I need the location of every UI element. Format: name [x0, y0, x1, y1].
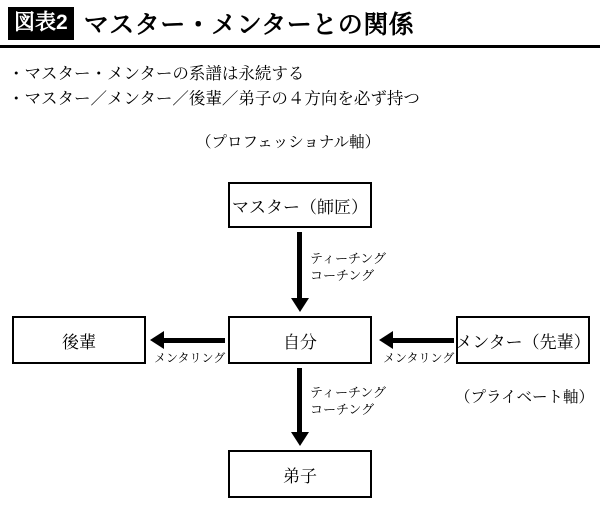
- arrow-mentor-to-self-line: [392, 338, 454, 343]
- node-mentor: メンター（先輩）: [456, 316, 590, 364]
- edge-label-master-to-self: [310, 250, 386, 284]
- edge-label-line1: ティーチング: [310, 385, 387, 400]
- figure-badge: 図表2: [8, 7, 74, 40]
- bullet-list: [8, 62, 592, 112]
- edge-label-self-to-kohai: メンタリング: [154, 351, 226, 365]
- bullet-item: ・マスター／メンター／後輩／弟子の４方向を必ず持つ: [8, 90, 420, 108]
- page-title: マスター・メンターとの関係: [83, 11, 415, 39]
- private-axis-caption: （プライベート軸）: [455, 389, 595, 406]
- edge-label-line2: コーチング: [310, 268, 375, 283]
- arrow-master-to-self-head: [291, 298, 309, 312]
- arrow-mentor-to-self-head: [379, 331, 393, 349]
- node-master: マスター（師匠）: [228, 182, 372, 228]
- edge-label-mentor-to-self: メンタリング: [383, 351, 455, 365]
- arrow-self-to-deshi-line: [297, 368, 302, 434]
- edge-label-line1: ティーチング: [310, 251, 387, 266]
- bullet-item: ・マスター・メンターの系譜は永続する: [8, 65, 305, 83]
- node-self: 自分: [228, 316, 372, 364]
- header: [0, 0, 600, 46]
- professional-axis-caption: （プロフェッショナル軸）: [196, 134, 381, 151]
- header-divider: [0, 45, 600, 48]
- node-kohai: 後輩: [12, 316, 146, 364]
- edge-label-self-to-deshi: [310, 384, 386, 418]
- node-deshi: 弟子: [228, 450, 372, 498]
- arrow-self-to-kohai-head: [150, 331, 164, 349]
- arrow-self-to-kohai-line: [163, 338, 225, 343]
- arrow-self-to-deshi-head: [291, 432, 309, 446]
- edge-label-line2: コーチング: [310, 402, 375, 417]
- arrow-master-to-self-line: [297, 232, 302, 300]
